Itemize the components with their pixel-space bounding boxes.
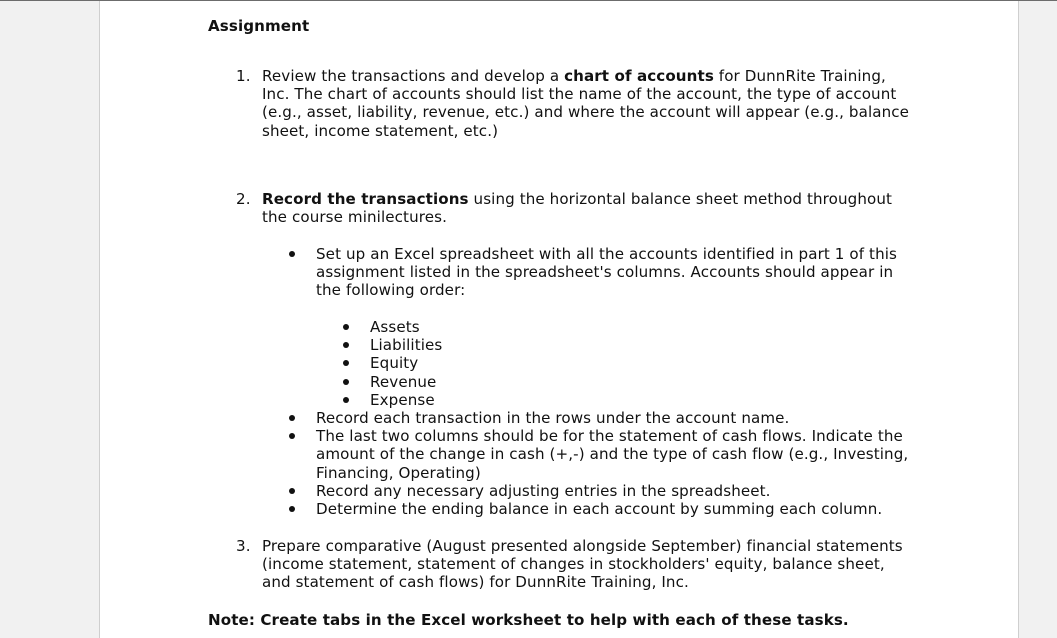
item-2-text	[262, 190, 912, 226]
item-2-text-bold: Record the transactions	[262, 190, 469, 208]
account-expense: Expense	[370, 390, 435, 409]
item-1	[236, 67, 926, 140]
item-2-bullets-a	[316, 245, 916, 300]
account-liabilities: Liabilities	[370, 336, 443, 355]
list-item	[370, 336, 570, 354]
list-item	[370, 354, 570, 372]
account-order-list	[370, 318, 570, 409]
item-2-text-post: using the horizontal balance sheet method throughout the course minilectures.	[262, 190, 893, 227]
bullet-dot	[343, 360, 349, 366]
assignment-heading: Assignment	[208, 17, 310, 35]
account-assets: Assets	[370, 318, 420, 336]
account-equity: Equity	[370, 354, 419, 373]
document-page	[99, 1, 1019, 638]
item-1-text-post: for DunnRite Training, Inc. The chart of accounts should list the name of the account, the type of account (e.g., asset, liability, revenue, etc.) and where the account will appear (e.g., balance sheet, income statement, etc.)	[262, 67, 910, 140]
bullet-text: Determine the ending balance in each account by summing each column.	[316, 500, 883, 519]
list-item	[370, 391, 570, 409]
item-2-number: 2.	[236, 190, 251, 208]
bullet-dot	[289, 506, 295, 512]
item-1-text-bold: chart of accounts	[564, 67, 714, 85]
bullet-dot	[343, 324, 349, 330]
bullet-dot	[343, 397, 349, 403]
bullet-dot	[289, 251, 295, 257]
list-item	[316, 427, 916, 482]
bullet-text: Record each transaction in the rows under the account name.	[316, 409, 790, 427]
item-3-number: 3.	[236, 537, 251, 555]
note-text: Note: Create tabs in the Excel worksheet to help with each of these tasks.	[208, 611, 849, 629]
bullet-text: Set up an Excel spreadsheet with all the accounts identified in part 1 of this assignment listed in the spreadsheet's columns. Accounts should appear in the following order:	[316, 245, 898, 300]
account-revenue: Revenue	[370, 372, 437, 391]
item-1-number: 1.	[236, 67, 251, 85]
item-3-text: Prepare comparative (August presented alongside September) financial statements (income statement, statement of changes in stockholders' equity, balance sheet, and statement of cash flows) for DunnRite Training, Inc.	[262, 537, 903, 592]
item-1-text	[262, 67, 912, 140]
bullet-text: Record any necessary adjusting entries in the spreadsheet.	[316, 481, 771, 500]
item-3	[236, 537, 926, 592]
bullet-dot	[289, 433, 295, 439]
item-2-bullets-b	[316, 409, 916, 518]
list-item	[316, 409, 916, 427]
item-1-text-pre: Review the transactions and develop a	[262, 67, 565, 85]
bullet-dot	[289, 415, 295, 421]
bullet-dot	[343, 379, 349, 385]
list-item	[316, 482, 916, 500]
item-2	[236, 190, 926, 226]
bullet-dot	[289, 488, 295, 494]
list-item	[370, 318, 570, 336]
list-item	[316, 500, 916, 518]
list-item	[316, 245, 916, 300]
bullet-dot	[343, 342, 349, 348]
list-item	[370, 373, 570, 391]
bullet-text: The last two columns should be for the statement of cash flows. Indicate the amount of the change in cash (+,-) and the type of cash flow (e.g., Investing, Financing, Operating)	[316, 427, 909, 482]
